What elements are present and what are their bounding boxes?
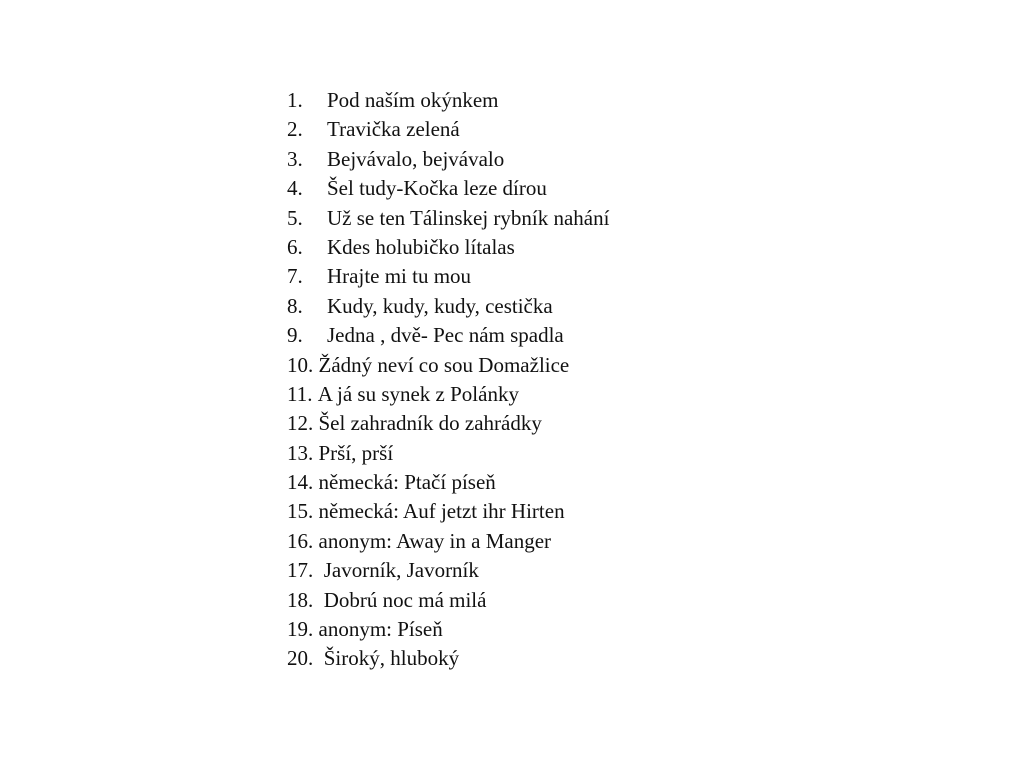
item-title: Kudy, kudy, kudy, cestička (327, 293, 553, 318)
item-title: Hrajte mi tu mou (327, 264, 472, 289)
item-title: Pod naším okýnkem (327, 88, 499, 112)
item-number: 4. (287, 176, 303, 201)
item-number: 18. (287, 587, 319, 612)
list-item (287, 529, 787, 558)
item-title: A já su synek z Polánky (317, 381, 519, 406)
item-title: Šel zahradník do zahrádky (318, 411, 542, 436)
list-item (287, 264, 787, 293)
item-number: 5. (287, 205, 303, 230)
list-item (287, 353, 787, 382)
list-item (287, 382, 787, 411)
item-title: Žádný neví co sou Domažlice (318, 352, 570, 377)
item-title: anonym: Away in a Manger (318, 528, 552, 553)
list-item (287, 499, 787, 528)
item-title: německá: Ptačí píseň (318, 470, 496, 495)
item-title: Jedna , dvě- Pec nám spadla (327, 323, 564, 348)
item-number: 7. (287, 264, 303, 289)
list-item (287, 646, 787, 675)
list-item (287, 206, 787, 235)
item-number: 10. (287, 352, 319, 377)
item-number: 6. (287, 234, 303, 259)
item-number: 12. (287, 411, 319, 436)
item-number: 15. (287, 499, 319, 524)
list-item (287, 88, 787, 117)
item-number: 9. (287, 323, 303, 348)
item-number: 3. (287, 146, 303, 171)
list-item (287, 235, 787, 264)
list-item (287, 323, 787, 352)
list-item (287, 411, 787, 440)
item-title: Dobrú noc má milá (318, 587, 487, 612)
item-title: německá: Auf jetzt ihr Hirten (318, 499, 565, 524)
item-title: Šel tudy-Kočka leze dírou (327, 176, 547, 201)
item-number: 20. (287, 646, 319, 671)
item-number: 16. (287, 528, 319, 553)
item-number: 19. (287, 617, 319, 642)
list-item (287, 294, 787, 323)
item-number: 11. (287, 381, 318, 406)
list-item (287, 617, 787, 646)
item-number: 17. (287, 558, 319, 583)
list-item (287, 470, 787, 499)
song-list (287, 88, 787, 676)
list-item (287, 176, 787, 205)
item-title: Už se ten Tálinskej rybník nahání (327, 205, 610, 230)
list-item (287, 441, 787, 470)
item-title: Široký, hluboký (318, 646, 460, 671)
item-title: Javorník, Javorník (318, 558, 479, 583)
item-title: Travička zelená (327, 117, 460, 142)
item-title: anonym: Píseň (318, 617, 443, 642)
item-number: 14. (287, 470, 319, 495)
item-number: 8. (287, 293, 303, 318)
list-item (287, 117, 787, 146)
item-number: 2. (287, 117, 303, 142)
list-item (287, 588, 787, 617)
item-title: Prší, prší (318, 440, 394, 465)
list-item (287, 558, 787, 587)
item-title: Bejvávalo, bejvávalo (327, 146, 505, 171)
item-title: Kdes holubičko lítalas (327, 234, 515, 259)
list-item (287, 147, 787, 176)
item-number: 13. (287, 440, 319, 465)
item-number: 1. (287, 88, 303, 112)
